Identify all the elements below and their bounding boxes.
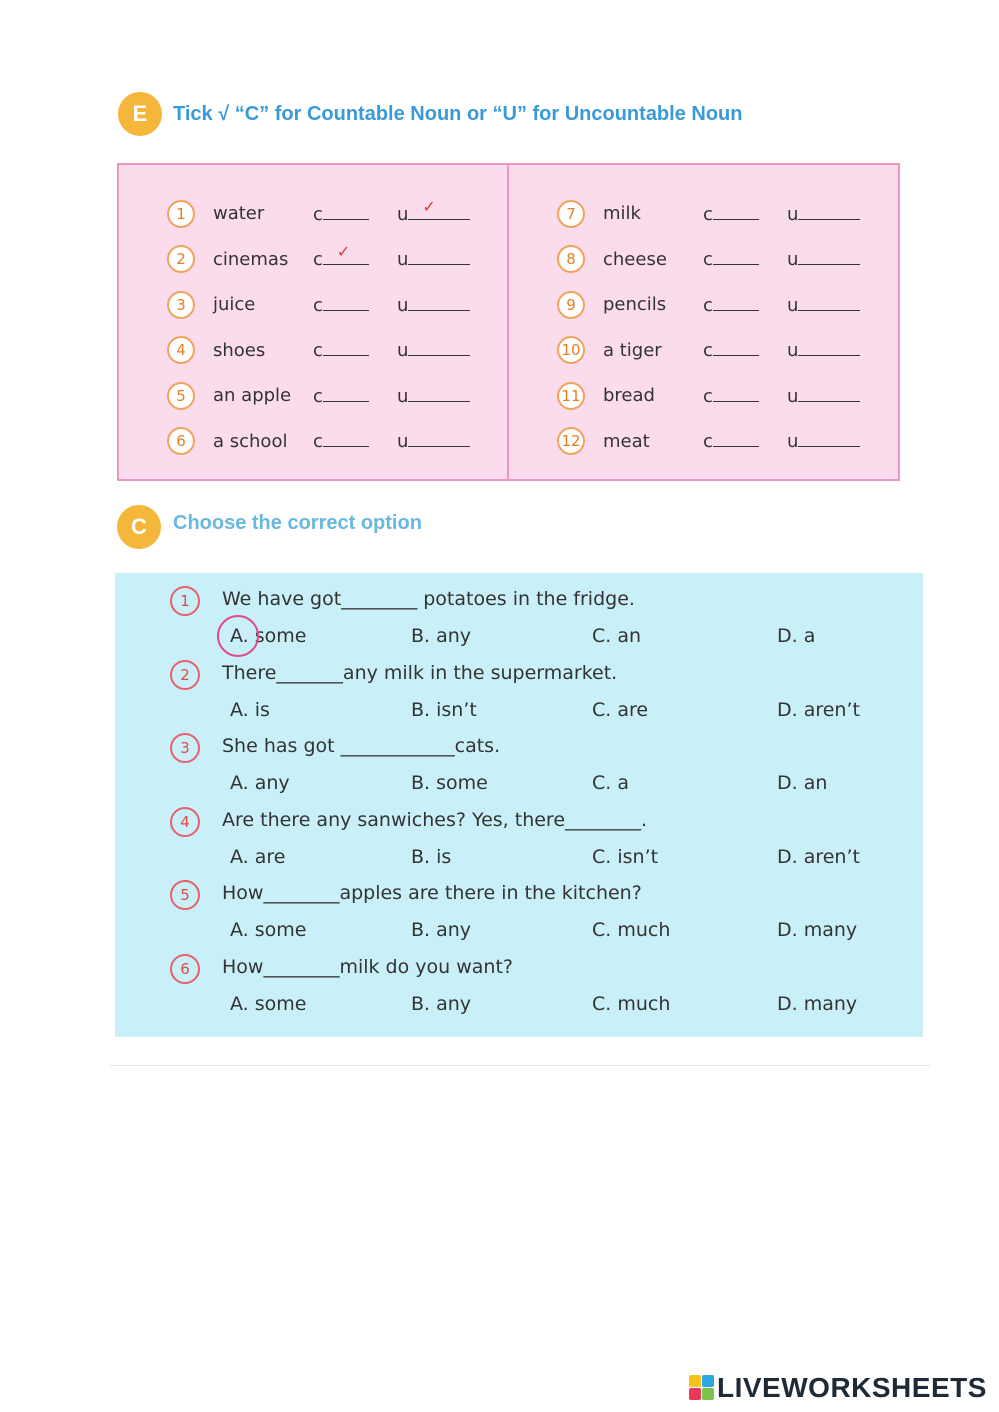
- answer-option[interactable]: C. a: [592, 772, 629, 795]
- question-number: 4: [170, 807, 200, 837]
- u-label: u: [787, 431, 799, 453]
- answer-option[interactable]: A. some: [230, 993, 307, 1015]
- logo-square-4: [702, 1388, 714, 1400]
- item-number: 6: [167, 427, 195, 455]
- u-answer-line[interactable]: [408, 430, 470, 447]
- noun-word: cinemas: [213, 248, 289, 270]
- noun-item: [557, 373, 877, 419]
- c-answer-line[interactable]: [323, 385, 369, 402]
- item-number: 4: [167, 336, 195, 364]
- question-number: 2: [170, 660, 200, 690]
- multiple-choice-panel: [115, 573, 923, 1037]
- uncountable-blank[interactable]: [787, 294, 877, 316]
- c-label: c: [313, 249, 323, 271]
- countable-blank[interactable]: [703, 430, 773, 452]
- noun-word: meat: [603, 430, 650, 452]
- answer-option[interactable]: B. any: [411, 919, 472, 942]
- c-answer-line[interactable]: [713, 203, 759, 220]
- c-label: c: [313, 385, 323, 407]
- answer-option[interactable]: D. a: [777, 625, 816, 647]
- question-number: 3: [170, 733, 200, 763]
- u-answer-line[interactable]: [408, 248, 470, 265]
- noun-item: [557, 282, 877, 328]
- c-label: c: [703, 431, 713, 453]
- answer-option[interactable]: A. any: [230, 772, 290, 795]
- u-answer-line[interactable]: [798, 248, 860, 265]
- uncountable-blank[interactable]: [787, 430, 877, 452]
- logo-square-1: [689, 1375, 701, 1387]
- noun-word: shoes: [213, 339, 266, 361]
- logo-square-2: [702, 1375, 714, 1387]
- noun-word: milk: [603, 203, 641, 225]
- c-label: c: [703, 385, 713, 407]
- countable-blank[interactable]: [313, 339, 383, 361]
- liveworksheets-logo-icon: [689, 1375, 715, 1401]
- noun-item: [557, 328, 877, 374]
- answer-option[interactable]: A. some: [230, 919, 307, 942]
- answer-options: [115, 919, 923, 945]
- question-text: Are there any sanwiches? Yes, there________.: [222, 808, 648, 831]
- noun-word: pencils: [603, 294, 667, 316]
- answer-options: [115, 772, 923, 798]
- answer-option[interactable]: C. are: [592, 698, 649, 721]
- answer-option[interactable]: A. are: [230, 845, 286, 868]
- answer-options: [115, 699, 923, 725]
- answer-option[interactable]: D. aren’t: [777, 698, 860, 721]
- c-answer-line[interactable]: [323, 203, 369, 220]
- question-number: 6: [170, 954, 200, 984]
- noun-item: [167, 419, 487, 465]
- uncountable-blank[interactable]: [787, 248, 877, 270]
- item-number: 3: [167, 291, 195, 319]
- answer-option[interactable]: C. much: [592, 993, 671, 1015]
- section-e-heading: Tick √ “C” for Countable Noun or “U” for Uncountable Noun: [173, 103, 743, 125]
- c-answer-line[interactable]: [323, 430, 369, 447]
- c-label: c: [313, 431, 323, 453]
- answer-options: [115, 846, 923, 872]
- noun-word: an apple: [213, 385, 292, 407]
- section-c-heading: Choose the correct option: [173, 512, 422, 534]
- c-label: c: [313, 294, 323, 316]
- item-number: 10: [557, 336, 585, 364]
- noun-column-left: [167, 191, 487, 464]
- uncountable-blank[interactable]: [397, 196, 487, 225]
- c-label: c: [313, 203, 323, 225]
- countable-blank[interactable]: [703, 339, 773, 361]
- u-answer-line[interactable]: [798, 294, 860, 311]
- uncountable-blank[interactable]: [397, 430, 487, 452]
- countable-blank[interactable]: [703, 385, 773, 407]
- noun-item: [557, 419, 877, 465]
- u-answer-line[interactable]: [408, 385, 470, 402]
- section-c-badge: C: [117, 505, 161, 549]
- c-label: c: [313, 340, 323, 362]
- item-number: 5: [167, 382, 195, 410]
- u-answer-line[interactable]: [408, 294, 470, 311]
- uncountable-blank[interactable]: [397, 294, 487, 316]
- uncountable-blank[interactable]: [397, 385, 487, 407]
- item-number: 12: [557, 427, 585, 455]
- noun-item: [167, 373, 487, 419]
- answer-option[interactable]: C. isn’t: [592, 845, 659, 868]
- liveworksheets-logo[interactable]: [689, 1372, 987, 1404]
- u-label: u: [787, 385, 799, 407]
- c-label: c: [703, 203, 713, 225]
- countable-blank[interactable]: [313, 294, 383, 316]
- noun-item: [167, 237, 487, 283]
- countable-blank[interactable]: [313, 385, 383, 407]
- noun-item: [167, 328, 487, 374]
- u-label: u: [397, 385, 409, 407]
- u-answer-line[interactable]: [798, 203, 860, 220]
- countable-blank[interactable]: [703, 294, 773, 316]
- answer-option[interactable]: B. any: [411, 993, 472, 1015]
- u-answer-line[interactable]: [798, 339, 860, 356]
- u-answer-line[interactable]: [408, 196, 470, 220]
- c-answer-line[interactable]: [713, 430, 759, 447]
- answer-option[interactable]: C. much: [592, 919, 671, 942]
- u-label: u: [787, 203, 799, 225]
- c-label: c: [703, 340, 713, 362]
- countable-blank[interactable]: [313, 242, 383, 271]
- noun-item: [167, 282, 487, 328]
- check-mark-icon: ✓: [336, 242, 351, 262]
- item-number: 1: [167, 200, 195, 228]
- answer-option[interactable]: D. an: [777, 772, 828, 795]
- c-answer-line[interactable]: [323, 242, 369, 265]
- noun-item: [557, 237, 877, 283]
- question-text: We have got________ potatoes in the fridge.: [222, 588, 635, 610]
- c-answer-line[interactable]: [323, 339, 369, 356]
- u-label: u: [397, 249, 409, 271]
- c-answer-line[interactable]: [713, 248, 759, 265]
- answer-option[interactable]: D. many: [777, 993, 858, 1015]
- u-answer-line[interactable]: [798, 430, 860, 447]
- noun-word: cheese: [603, 248, 667, 270]
- answer-option[interactable]: B. some: [411, 772, 488, 795]
- answer-option[interactable]: B. isn’t: [411, 698, 477, 721]
- item-number: 9: [557, 291, 585, 319]
- noun-word: water: [213, 203, 265, 225]
- noun-item: [167, 191, 487, 237]
- uncountable-blank[interactable]: [397, 339, 487, 361]
- answer-option[interactable]: D. many: [777, 919, 858, 942]
- u-label: u: [787, 294, 799, 316]
- countable-blank[interactable]: [313, 430, 383, 452]
- u-answer-line[interactable]: [408, 339, 470, 356]
- u-label: u: [397, 340, 409, 362]
- noun-word: juice: [213, 294, 256, 316]
- countable-blank[interactable]: [313, 203, 383, 225]
- c-answer-line[interactable]: [713, 385, 759, 402]
- c-label: c: [703, 249, 713, 271]
- noun-word: bread: [603, 385, 655, 407]
- item-number: 2: [167, 245, 195, 273]
- item-number: 7: [557, 200, 585, 228]
- uncountable-blank[interactable]: [397, 248, 487, 270]
- noun-column-right: [557, 191, 877, 464]
- u-label: u: [397, 294, 409, 316]
- u-label: u: [787, 249, 799, 271]
- question-text: There_______any milk in the supermarket.: [222, 661, 618, 684]
- noun-item: [557, 191, 877, 237]
- answer-option[interactable]: A. is: [230, 698, 270, 721]
- question-text: How________milk do you want?: [222, 956, 513, 978]
- answer-option[interactable]: C. an: [592, 625, 642, 647]
- c-answer-line[interactable]: [713, 339, 759, 356]
- countable-noun-table: [117, 163, 900, 481]
- question-number: 5: [170, 880, 200, 910]
- u-label: u: [787, 340, 799, 362]
- answer-option[interactable]: B. is: [411, 845, 452, 868]
- u-label: u: [397, 203, 409, 225]
- check-mark-icon: ✓: [422, 196, 436, 216]
- answer-option[interactable]: D. aren’t: [777, 845, 860, 868]
- question-text: How________apples are there in the kitchen?: [222, 882, 642, 905]
- u-answer-line[interactable]: [798, 385, 860, 402]
- logo-text: LIVEWORKSHEETS: [717, 1372, 987, 1403]
- noun-word: a tiger: [603, 339, 662, 361]
- answer-option[interactable]: B. any: [411, 625, 472, 647]
- uncountable-blank[interactable]: [787, 203, 877, 225]
- uncountable-blank[interactable]: [787, 339, 877, 361]
- item-number: 11: [557, 382, 585, 410]
- answer-options: [115, 993, 923, 1019]
- c-answer-line[interactable]: [713, 294, 759, 311]
- question-number: 1: [170, 586, 200, 616]
- item-number: 8: [557, 245, 585, 273]
- question-text: She has got ____________cats.: [222, 735, 501, 758]
- section-e-badge: E: [118, 92, 162, 136]
- noun-word: a school: [213, 430, 288, 452]
- divider: [110, 1065, 930, 1066]
- table-divider: [507, 165, 509, 479]
- c-answer-line[interactable]: [323, 294, 369, 311]
- answer-option[interactable]: A. some: [230, 625, 307, 647]
- logo-square-3: [689, 1388, 701, 1400]
- countable-blank[interactable]: [703, 248, 773, 270]
- c-label: c: [703, 294, 713, 316]
- answer-options: [115, 625, 923, 651]
- countable-blank[interactable]: [703, 203, 773, 225]
- uncountable-blank[interactable]: [787, 385, 877, 407]
- u-label: u: [397, 431, 409, 453]
